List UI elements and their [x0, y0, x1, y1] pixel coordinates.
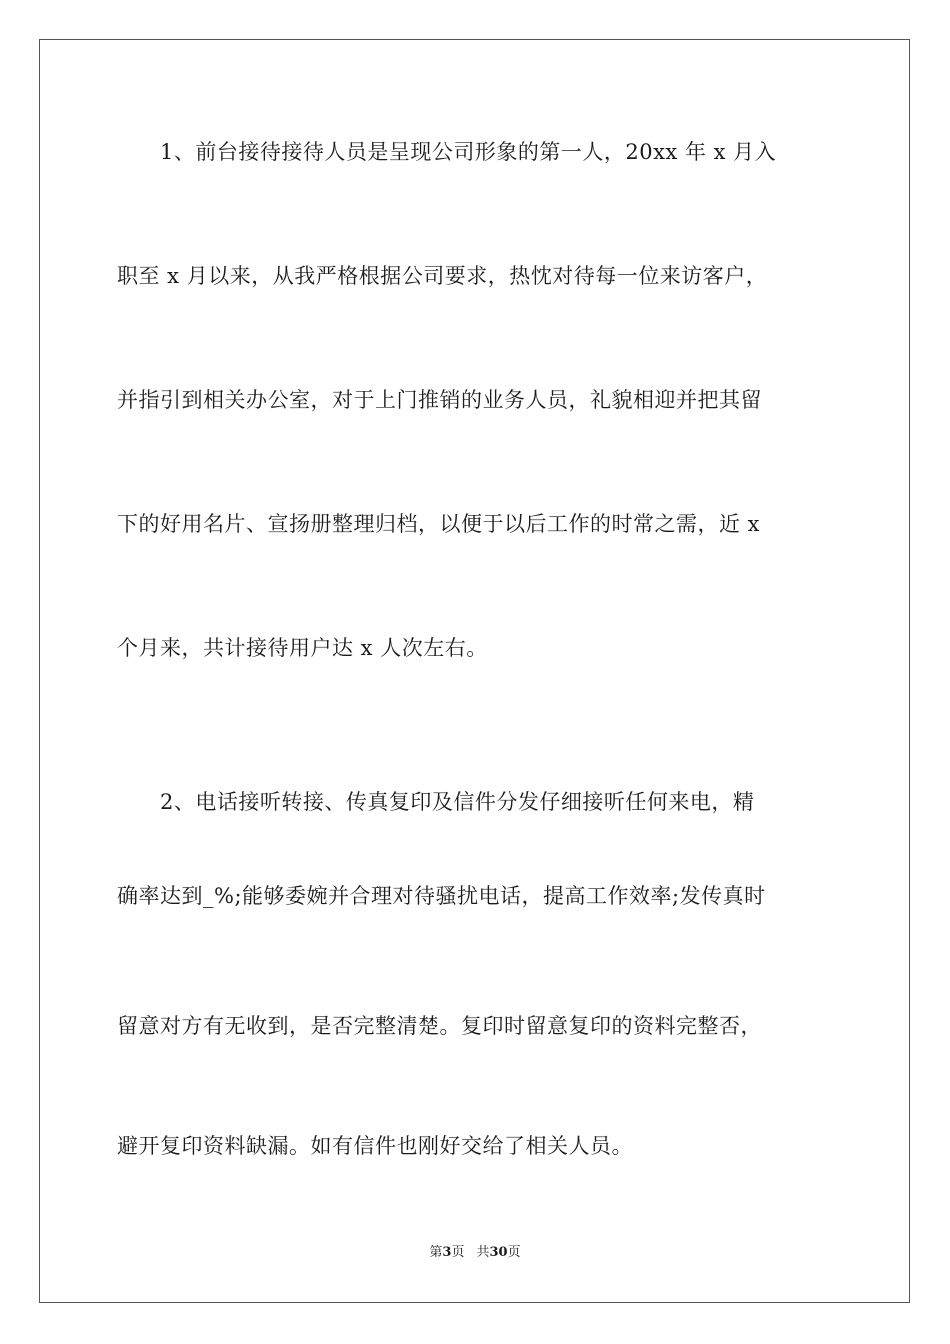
paragraph-2-line-1: 2、电话接听转接、传真复印及信件分发仔细接听任何来电，精 [117, 790, 755, 814]
paragraph-1-line-3: 并指引到相关办公室，对于上门推销的业务人员，礼貌相迎并把其留 [117, 388, 762, 412]
page-label-suffix: 页 [451, 1245, 465, 1260]
paragraph-2-line-2: 确率达到_%;能够委婉并合理对待骚扰电话，提高工作效率;发传真时 [117, 884, 766, 908]
paragraph-1-line-4: 下的好用名片、宣扬册整理归档，以便于以后工作的时常之需，近 x [117, 512, 761, 536]
total-label-prefix: 共 [476, 1245, 490, 1260]
total-label-suffix: 页 [507, 1245, 521, 1260]
page-label-prefix: 第 [429, 1245, 443, 1260]
paragraph-1-line-2: 职至 x 月以来，从我严格根据公司要求，热忱对待每一位来访客户， [117, 264, 768, 288]
paragraph-1-line-1: 1、前台接待接待人员是呈现公司形象的第一人，20xx 年 x 月入 [117, 140, 777, 164]
total-pages: 30 [489, 1245, 508, 1260]
page-number: 3 [442, 1245, 452, 1260]
paragraph-1-line-5: 个月来，共计接待用户达 x 人次左右。 [117, 636, 488, 660]
page-footer [0, 1244, 950, 1262]
paragraph-2-line-3: 留意对方有无收到，是否完整清楚。复印时留意复印的资料完整否， [117, 1014, 762, 1038]
paragraph-2-line-4: 避开复印资料缺漏。如有信件也刚好交给了相关人员。 [117, 1134, 633, 1158]
page-border [39, 39, 910, 1303]
